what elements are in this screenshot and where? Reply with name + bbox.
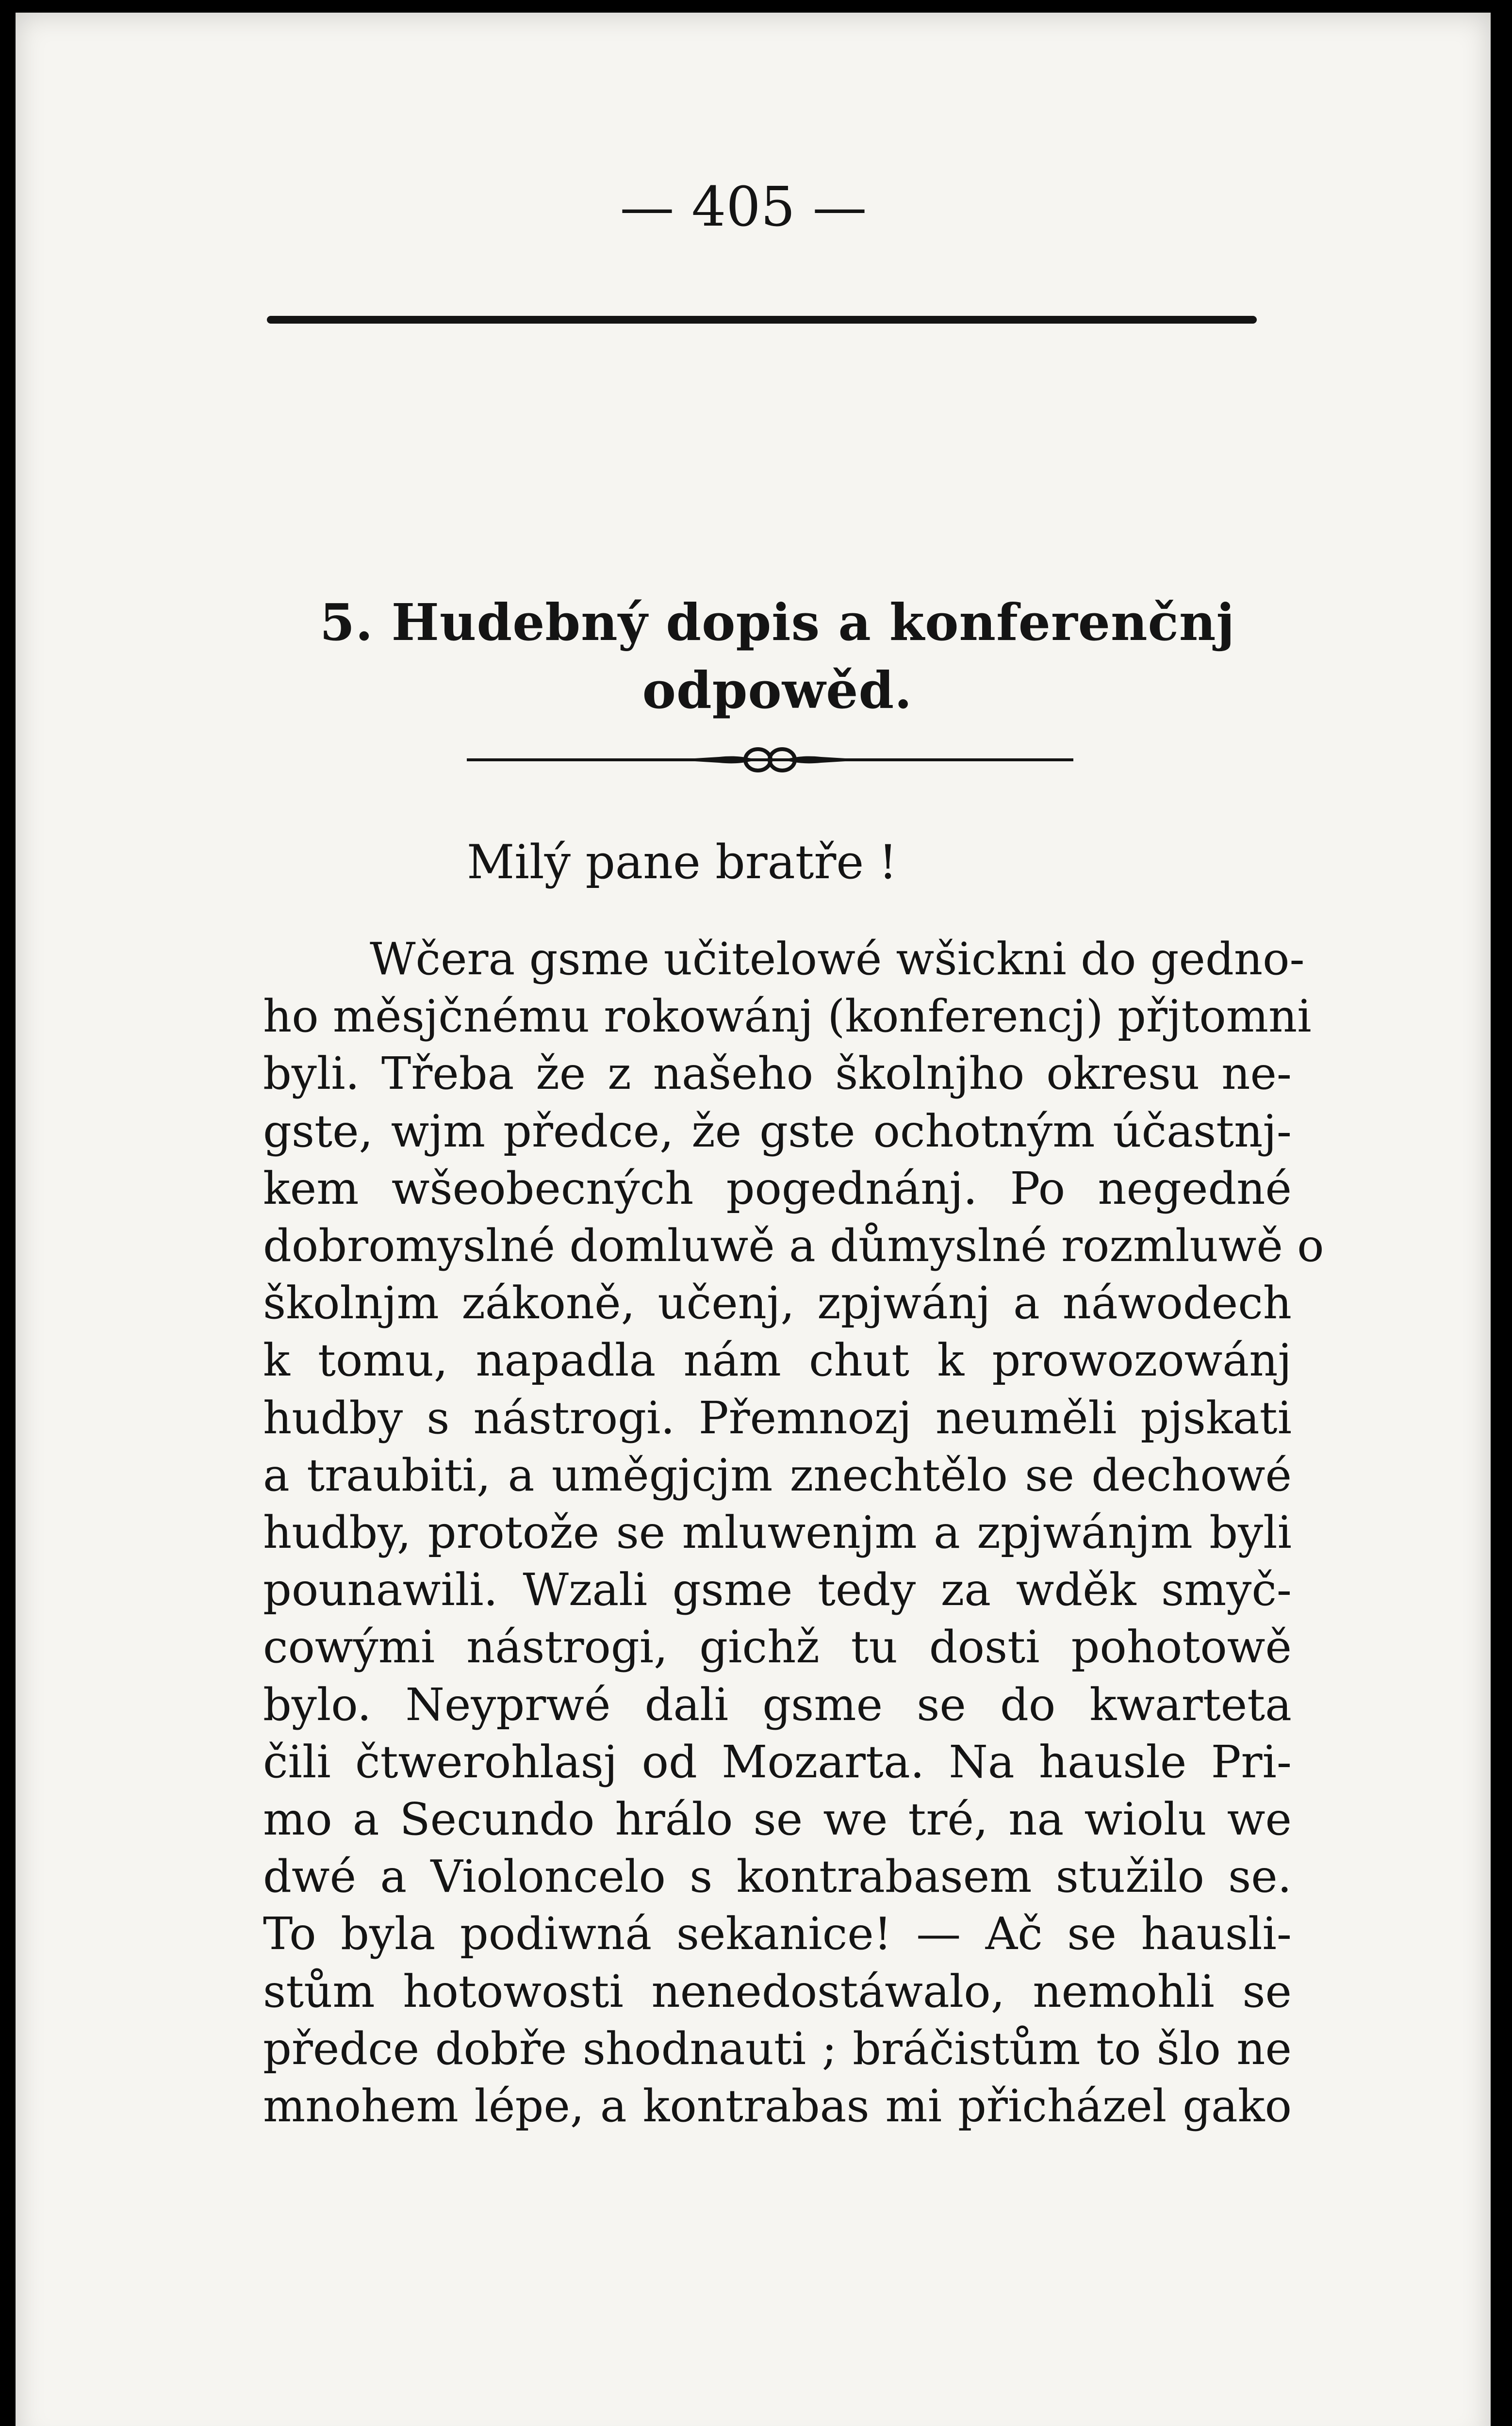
body-line: cowými nástrogi, gichž tu dosti pohotowě bbox=[263, 1621, 1292, 1673]
body-line: mo a Secundo hrálo se we tré, na wiolu we bbox=[263, 1793, 1292, 1845]
body-line: a traubiti, a uměgjcjm znechtělo se dechowé bbox=[263, 1449, 1292, 1501]
body-line: k tomu, napadla nám chut k prowozowánj bbox=[263, 1334, 1292, 1387]
body-line: hudby s nástrogi. Přemnozj neuměli pjskati bbox=[263, 1392, 1292, 1444]
body-line: mnohem lépe, a kontrabas mi přicházel gako bbox=[263, 2080, 1292, 2132]
body-line: gste, wjm předce, že gste ochotným účastnj- bbox=[263, 1105, 1292, 1157]
body-line: To byla podiwná sekanice! — Ač se hausli- bbox=[263, 1908, 1292, 1960]
body-line: školnjm zákoně, učenj, zpjwánj a náwodech bbox=[263, 1277, 1292, 1329]
body-line: čili čtwerohlasj od Mozarta. Na hausle Pri- bbox=[263, 1736, 1292, 1788]
salutation: Milý pane bratře ! bbox=[467, 835, 898, 889]
body-line: bylo. Neyprwé dali gsme se do kwarteta bbox=[263, 1678, 1292, 1731]
ornament-divider bbox=[467, 740, 1073, 779]
body-line: předce dobře shodnauti ; bráčistům to šlo ne bbox=[263, 2022, 1292, 2075]
body-line: dwé a Violoncelo s kontrabasem stužilo se. bbox=[263, 1851, 1292, 1903]
body-line: pounawili. Wzali gsme tedy za wděk smyč- bbox=[263, 1564, 1292, 1616]
body-line: hudby, protože se mluwenjm a zpjwánjm byli bbox=[263, 1507, 1292, 1558]
header-rule bbox=[267, 316, 1257, 324]
body-line: byli. Třeba že z našeho školnjho okresu ne- bbox=[263, 1048, 1292, 1100]
body-line: stům hotowosti nenedostáwalo, nemohli se bbox=[263, 1965, 1292, 2017]
section-heading-line-2: odpowěd. bbox=[642, 660, 913, 720]
body-line: Wčera gsme učitelowé wšickni do gedno- bbox=[370, 933, 1305, 985]
body-line: dobromyslné domluwě a důmyslné rozmluwě o bbox=[263, 1220, 1324, 1272]
section-heading-line-1: 5. Hudebný dopis a konferenčnj bbox=[319, 592, 1235, 652]
page-number: — 405 — bbox=[620, 176, 867, 239]
body-line: kem wšeobecných pogednánj. Po negedné bbox=[263, 1162, 1292, 1214]
book-page bbox=[16, 13, 1491, 2426]
body-line: ho měsjčnému rokowánj (konferencj) přjtomni bbox=[263, 990, 1312, 1043]
